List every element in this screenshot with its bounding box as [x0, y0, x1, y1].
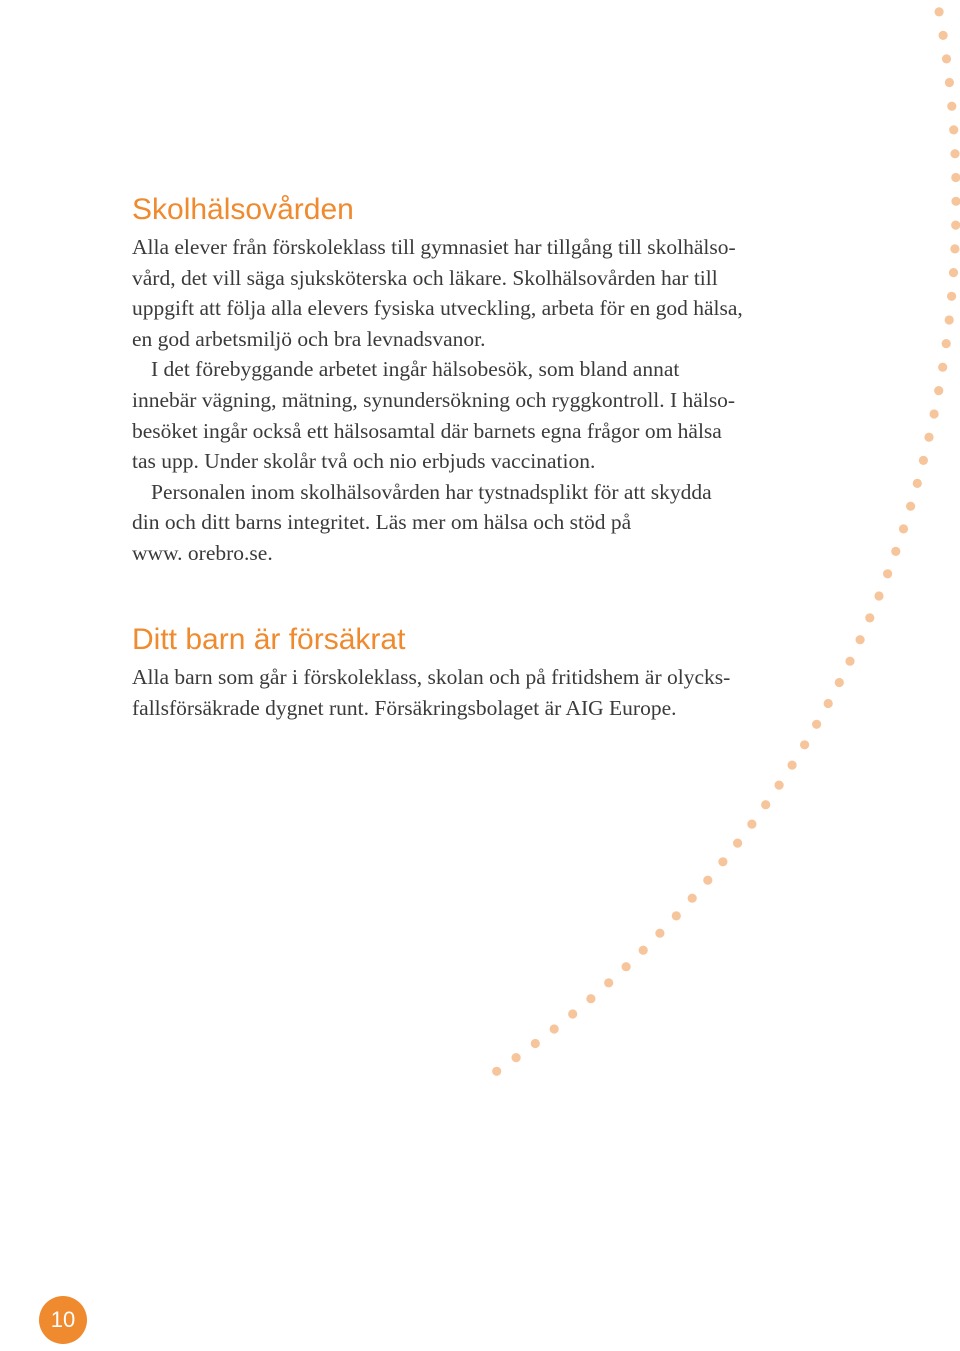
decorative-dot: [718, 857, 727, 866]
paragraph-line: I det förebyggande arbetet ingår hälsobesök, som bland annat: [151, 357, 680, 382]
decorative-dot: [945, 315, 954, 324]
decorative-dot: [639, 946, 648, 955]
paragraph-line: www. orebro.se.: [132, 540, 273, 565]
paragraph-line: vård, det vill säga sjuksköterska och läkare. Skolhälsovården har till: [132, 265, 718, 290]
decorative-dot: [939, 31, 948, 40]
decorative-dot: [672, 911, 681, 920]
decorative-dot: [942, 54, 951, 63]
page-number: 10: [50, 1307, 76, 1332]
paragraph-line: tas upp. Under skolår två och nio erbjuds vaccination.: [132, 449, 596, 474]
decorative-dot: [703, 876, 712, 885]
decorative-dot: [899, 524, 908, 533]
decorative-dot: [942, 339, 951, 348]
paragraph-line: uppgift att följa alla elevers fysiska utveckling, arbeta för en god hälsa,: [132, 296, 743, 321]
section-skolhalsovarden: [132, 192, 852, 569]
decorative-dot: [604, 978, 613, 987]
decorative-dot: [865, 613, 874, 622]
decorative-dot: [950, 149, 959, 158]
decorative-dot: [924, 433, 933, 442]
decorative-dot: [951, 173, 960, 182]
paragraph-line: Alla elever från förskoleklass till gymnasiet har tillgång till skolhälso-: [132, 235, 736, 259]
decorative-dot: [874, 591, 883, 600]
section-heading: Ditt barn är försäkrat: [132, 623, 406, 656]
decorative-dot: [935, 7, 944, 16]
decorative-dot: [775, 781, 784, 790]
decorative-dot: [891, 547, 900, 556]
decorative-dot: [761, 800, 770, 809]
paragraph-line: besöket ingår också ett hälsosamtal där barnets egna frågor om hälsa: [132, 418, 722, 443]
decorative-dot: [949, 268, 958, 277]
decorative-dot: [568, 1009, 577, 1018]
decorative-dot: [531, 1039, 540, 1048]
decorative-dot: [919, 456, 928, 465]
decorative-dot: [883, 569, 892, 578]
decorative-dot: [688, 894, 697, 903]
paragraph-line: Alla barn som går i förskoleklass, skolan och på fritidshem är olycks-: [132, 665, 731, 689]
decorative-dot: [800, 740, 809, 749]
decorative-dot: [938, 363, 947, 372]
decorative-dot: [733, 839, 742, 848]
decorative-dot: [947, 102, 956, 111]
decorative-dot: [906, 502, 915, 511]
paragraph-line: Personalen inom skolhälsovården har tystnadsplikt för att skydda: [151, 479, 712, 504]
decorative-dot: [622, 962, 631, 971]
page-number-badge: [39, 1296, 87, 1344]
paragraph-line: fallsförsäkrade dygnet runt. Försäkringsbolaget är AIG Europe.: [132, 695, 677, 720]
decorative-dot: [550, 1024, 559, 1033]
decorative-dot: [856, 635, 865, 644]
decorative-dot: [949, 125, 958, 134]
decorative-dot: [947, 292, 956, 301]
decorative-dot: [930, 409, 939, 418]
decorative-dot: [586, 994, 595, 1003]
decorative-dot: [655, 929, 664, 938]
section-forsakring: [132, 622, 852, 723]
decorative-dot: [951, 221, 960, 230]
paragraph-line: din och ditt barns integritet. Läs mer om hälsa och stöd på: [132, 510, 632, 535]
decorative-dot: [747, 820, 756, 829]
decorative-dot: [950, 244, 959, 253]
decorative-dot: [934, 386, 943, 395]
paragraph-line: en god arbetsmiljö och bra levnadsvanor.: [132, 326, 486, 351]
decorative-dot: [511, 1053, 520, 1062]
paragraph-line: innebär vägning, mätning, synundersökning och ryggkontroll. I hälso-: [132, 387, 736, 412]
decorative-dot: [951, 197, 960, 206]
decorative-dot: [945, 78, 954, 87]
section-heading: Skolhälsovården: [132, 193, 354, 226]
decorative-dot: [492, 1067, 501, 1076]
decorative-dot: [788, 761, 797, 770]
decorative-dot: [913, 479, 922, 488]
